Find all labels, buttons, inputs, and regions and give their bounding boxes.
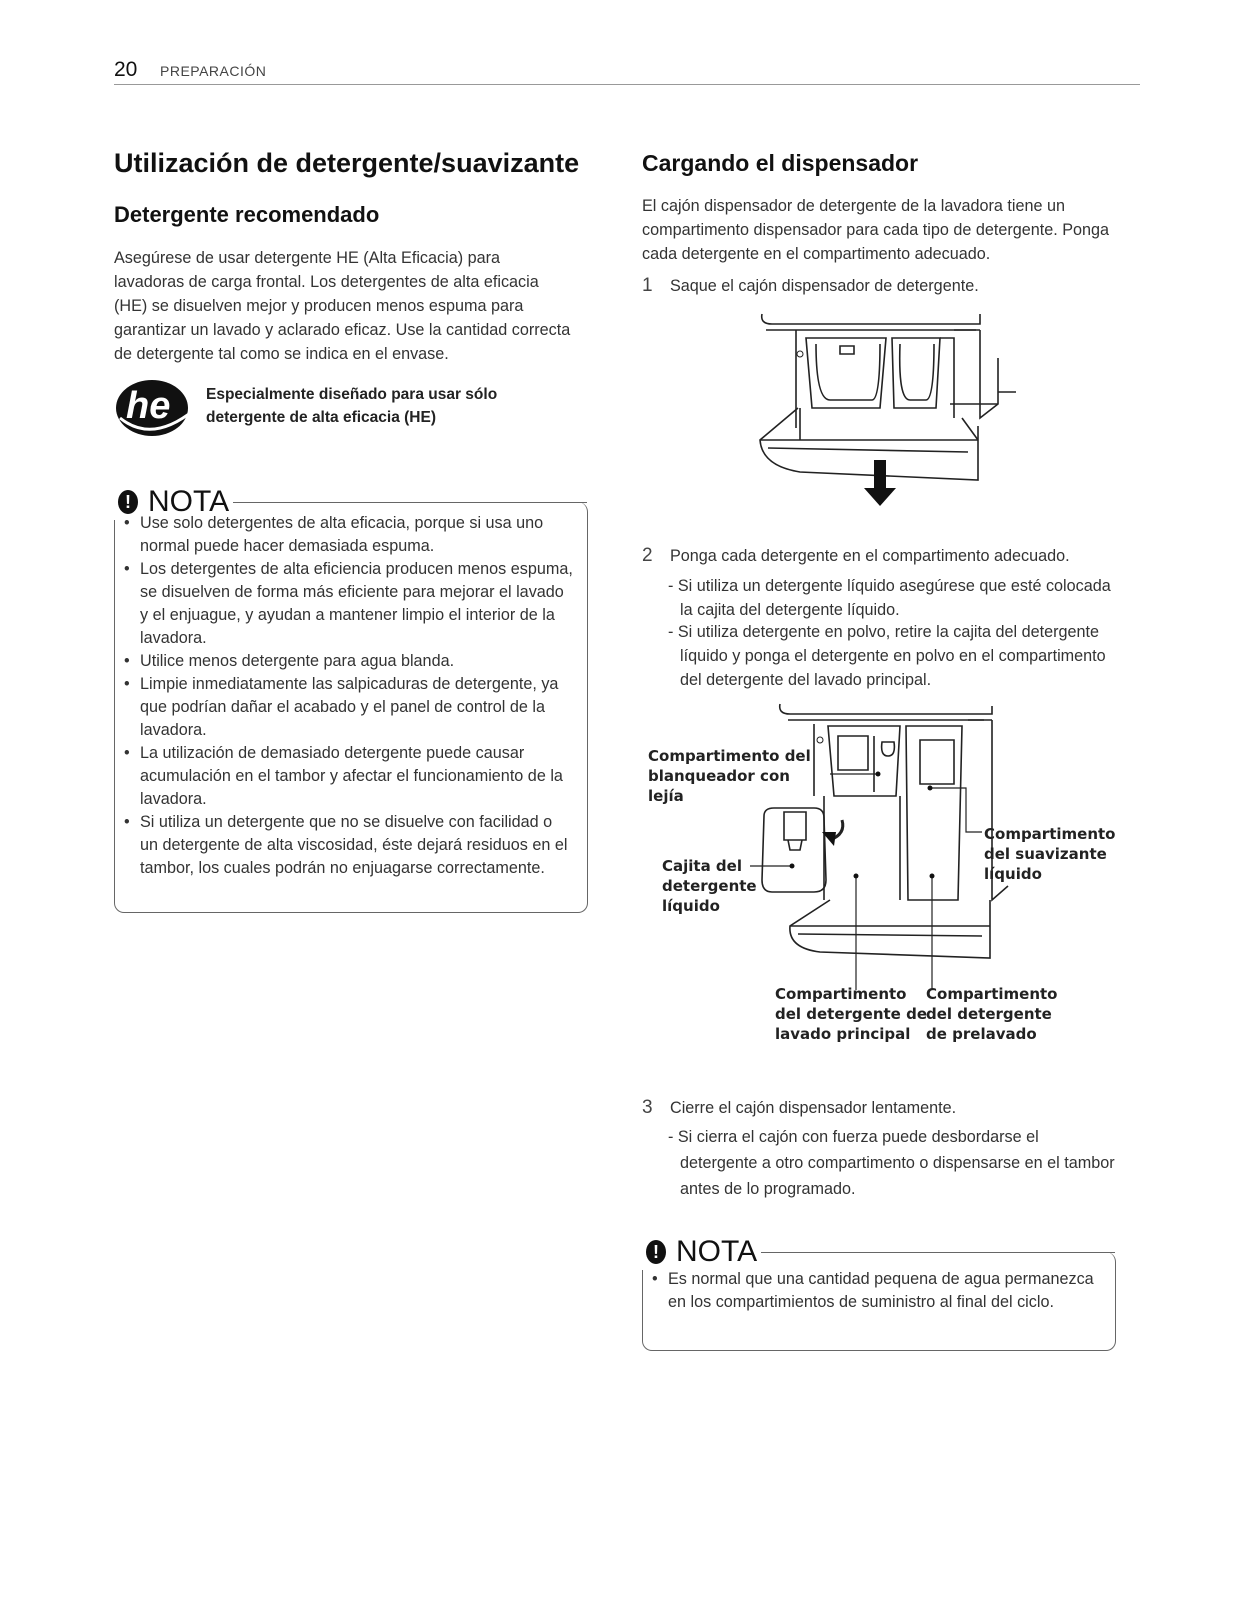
page-number: 20: [114, 58, 138, 81]
he-logo: [114, 378, 198, 438]
list-item: • La utilización de demasiado detergente puede causar acumulación en el tambor y afectar el funcionamiento de la lavadora.: [114, 742, 574, 811]
callout-softener: Compartimento del suavizante líquido: [984, 825, 1116, 883]
step-2-liquid-note: - Si utiliza un detergente líquido asegúrese que esté colocada la cajita del detergente líquido.: [668, 577, 1111, 619]
list-item: • Si utiliza un detergente que no se disuelve con facilidad o un detergente de alta viscosidad, éste dejará residuos en el tambor, los cuales podrán no enjuagarse correctamente.: [114, 811, 574, 880]
warning-icon: !: [118, 490, 138, 514]
drawer-diagram-1: [740, 308, 1020, 508]
callout-main-wash: Compartimento del detergente de lavado principal: [775, 985, 927, 1043]
dispenser-intro: El cajón dispensador de detergente de la lavadora tiene un compartimento dispensador para cada tipo de detergente. Ponga cada detergente en el compartimento adecuado.: [642, 197, 1110, 263]
step-2: 2 Ponga cada detergente en el compartimento adecuado.: [642, 545, 1070, 566]
section-name: PREPARACIÓN: [160, 63, 267, 79]
page-header: [114, 58, 1140, 85]
callout-liquid-cup: Cajita del detergente líquido: [662, 857, 757, 915]
step-2-powder-note: - Si utiliza detergente en polvo, retire la cajita del detergente líquido y ponga el detergente en polvo en el compartimento del detergente del lavado principal.: [668, 623, 1106, 689]
list-item: • Use solo detergentes de alta eficacia, porque si usa uno normal puede hacer demasiada espuma.: [114, 512, 574, 558]
he-line-2: detergente de alta eficacia (HE): [206, 409, 436, 426]
he-line-1: Especialmente diseñado para usar sólo: [206, 386, 498, 403]
note-list-left: [114, 512, 574, 880]
step-3: 3 Cierre el cajón dispensador lentamente.: [642, 1097, 957, 1118]
page-title: Utilización de detergente/suavizante: [114, 148, 580, 178]
list-item: • Limpie inmediatamente las salpicaduras de detergente, ya que podrían dañar el acabado y el panel de control de la lavadora.: [114, 673, 574, 742]
note-heading-left: ! NOTA: [114, 484, 233, 520]
warning-icon: !: [646, 1240, 666, 1264]
he-logo-text: he: [126, 385, 171, 427]
dispenser-title: Cargando el dispensador: [642, 150, 919, 176]
note-list-right: [642, 1268, 1102, 1314]
step-1: 1 Saque el cajón dispensador de detergente.: [642, 275, 979, 296]
list-item: • Los detergentes de alta eficiencia producen menos espuma, se disuelven de forma más eficiente para mejorar el lavado y el enjuague, y ayudan a mantener limpio el interior de la lavadora.: [114, 558, 574, 650]
intro-paragraph: Asegúrese de usar detergente HE (Alta Eficacia) para lavadoras de carga frontal. Los detergentes de alta eficacia (HE) se disuelven mejor y producen menos espuma para garantizar un lavado y aclarado eficaz. Use la cantidad correcta de detergente tal como se indica en el envase.: [114, 249, 571, 363]
note-heading-right: ! NOTA: [642, 1234, 761, 1270]
he-statement: [206, 383, 497, 429]
callout-prewash: Compartimento del detergente de prelavado: [926, 985, 1058, 1043]
list-item: • Utilice menos detergente para agua blanda.: [114, 650, 574, 673]
step-3-note: - Si cierra el cajón con fuerza puede desbordarse el detergente a otro compartimento o dispensarse en el tambor antes de lo programado.: [668, 1128, 1115, 1198]
callout-bleach: Compartimento del blanqueador con lejía: [648, 747, 811, 805]
list-item: • Es normal que una cantidad pequena de agua permanezca en los compartimientos de suministro al final del ciclo.: [642, 1268, 1102, 1314]
drawer-diagram-2: [750, 700, 1010, 990]
section-subtitle: Detergente recomendado: [114, 202, 380, 227]
